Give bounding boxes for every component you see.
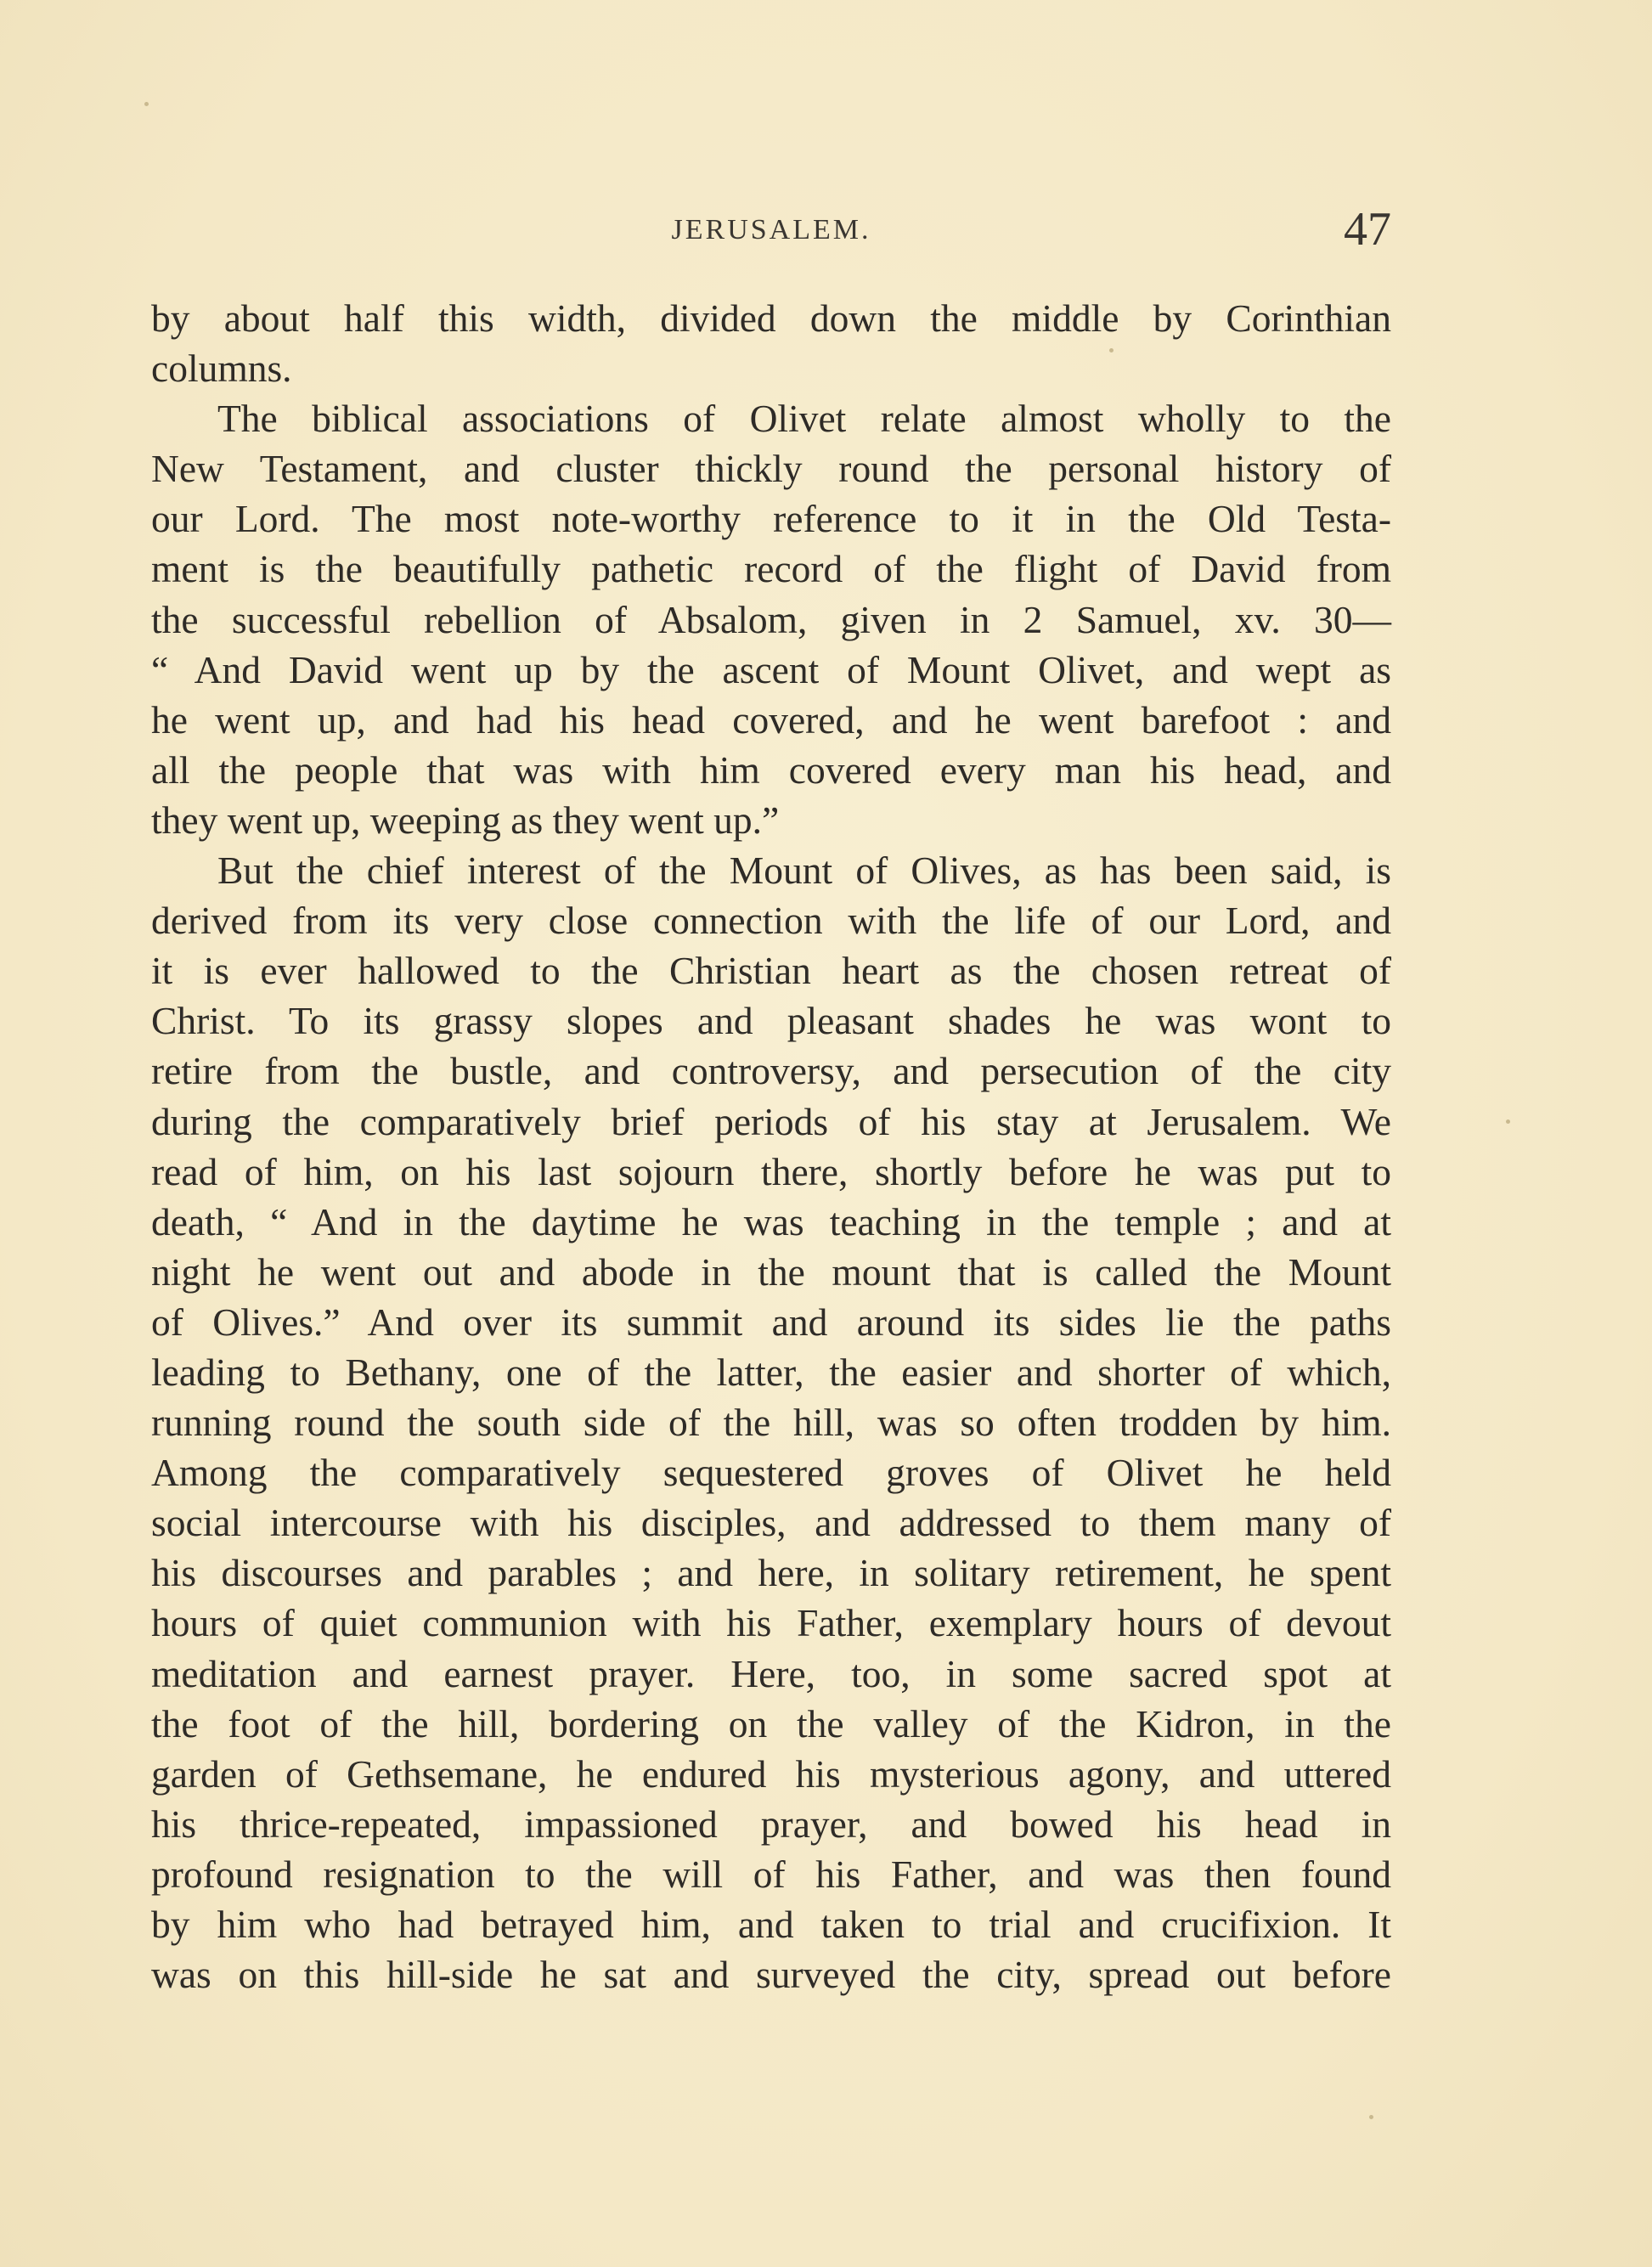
text-line: The biblical associations of Olivet relate almost wholly to the bbox=[217, 397, 1391, 441]
text-line: profound resignation to the will of his Father, and was then found bbox=[151, 1852, 1391, 1896]
text-line: retire from the bustle, and controversy, and persecution of the city bbox=[151, 1049, 1391, 1093]
text-line: during the comparatively brief periods of his stay at Jerusalem. We bbox=[151, 1099, 1391, 1143]
text-line: hours of quiet communion with his Father, exemplary hours of devout bbox=[151, 1601, 1391, 1645]
text-line: “ And David went up by the ascent of Mount Olivet, and wept as bbox=[151, 647, 1391, 691]
text-line: was on this hill-side he sat and surveyed the city, spread out before bbox=[151, 1953, 1391, 1997]
text-line: the foot of the hill, bordering on the valley of the Kidron, in the bbox=[151, 1701, 1391, 1745]
text-line: meditation and earnest prayer. Here, too, in some sacred spot at bbox=[151, 1651, 1391, 1695]
text-line: Among the comparatively sequestered groves of Olivet he held bbox=[151, 1451, 1391, 1495]
text-line: death, “ And in the daytime he was teaching in the temple ; and at bbox=[151, 1199, 1391, 1243]
text-line: by him who had betrayed him, and taken to trial and crucifixion. It bbox=[151, 1903, 1391, 1946]
text-line: derived from its very close connection with the life of our Lord, and bbox=[151, 899, 1391, 943]
text-line: running round the south side of the hill, was so often trodden by him. bbox=[151, 1401, 1391, 1445]
text-line: ment is the beautifully pathetic record of the flight of David from bbox=[151, 547, 1391, 591]
text-line: all the people that was with him covered every man his head, and bbox=[151, 747, 1391, 792]
text-line: read of him, on his last sojourn there, shortly before he was put to bbox=[151, 1149, 1391, 1193]
text-line: his discourses and parables ; and here, in solitary retirement, he spent bbox=[151, 1551, 1391, 1595]
paper-speck bbox=[144, 102, 149, 106]
paper-speck bbox=[1109, 348, 1114, 352]
text-line: night he went out and abode in the mount that is called the Mount bbox=[151, 1249, 1391, 1294]
text-line: columns. bbox=[151, 347, 292, 391]
running-head bbox=[151, 202, 1391, 262]
text-line: Christ. To its grassy slopes and pleasant shades he was wont to bbox=[151, 999, 1391, 1043]
text-line: leading to Bethany, one of the latter, the easier and shorter of which, bbox=[151, 1350, 1391, 1394]
running-title: JERUSALEM. bbox=[671, 214, 871, 245]
body-text bbox=[151, 293, 1391, 1999]
text-line: our Lord. The most note-worthy reference to it in the Old Testa- bbox=[151, 497, 1391, 541]
text-line: he went up, and had his head covered, and he went barefoot : and bbox=[151, 697, 1391, 742]
text-line: of Olives.” And over its summit and around its sides lie the paths bbox=[151, 1300, 1391, 1344]
text-line: social intercourse with his disciples, and addressed to them many of bbox=[151, 1501, 1391, 1545]
text-line: they went up, weeping as they went up.” bbox=[151, 798, 780, 842]
text-line: the successful rebellion of Absalom, given in 2 Samuel, xv. 30— bbox=[151, 597, 1391, 641]
text-line: his thrice-repeated, impassioned prayer, and bowed his head in bbox=[151, 1802, 1391, 1846]
text-line: But the chief interest of the Mount of Olives, as has been said, is bbox=[217, 849, 1391, 893]
text-line: by about half this width, divided down the middle by Corinthian bbox=[151, 296, 1391, 340]
paper-speck bbox=[1369, 2115, 1373, 2119]
paper-speck bbox=[1506, 1119, 1510, 1124]
text-line: garden of Gethsemane, he endured his mysterious agony, and uttered bbox=[151, 1751, 1391, 1796]
page-number: 47 bbox=[1344, 203, 1391, 256]
text-line: New Testament, and cluster thickly round the personal history of bbox=[151, 447, 1391, 491]
text-line: it is ever hallowed to the Christian heart as the chosen retreat of bbox=[151, 949, 1391, 993]
